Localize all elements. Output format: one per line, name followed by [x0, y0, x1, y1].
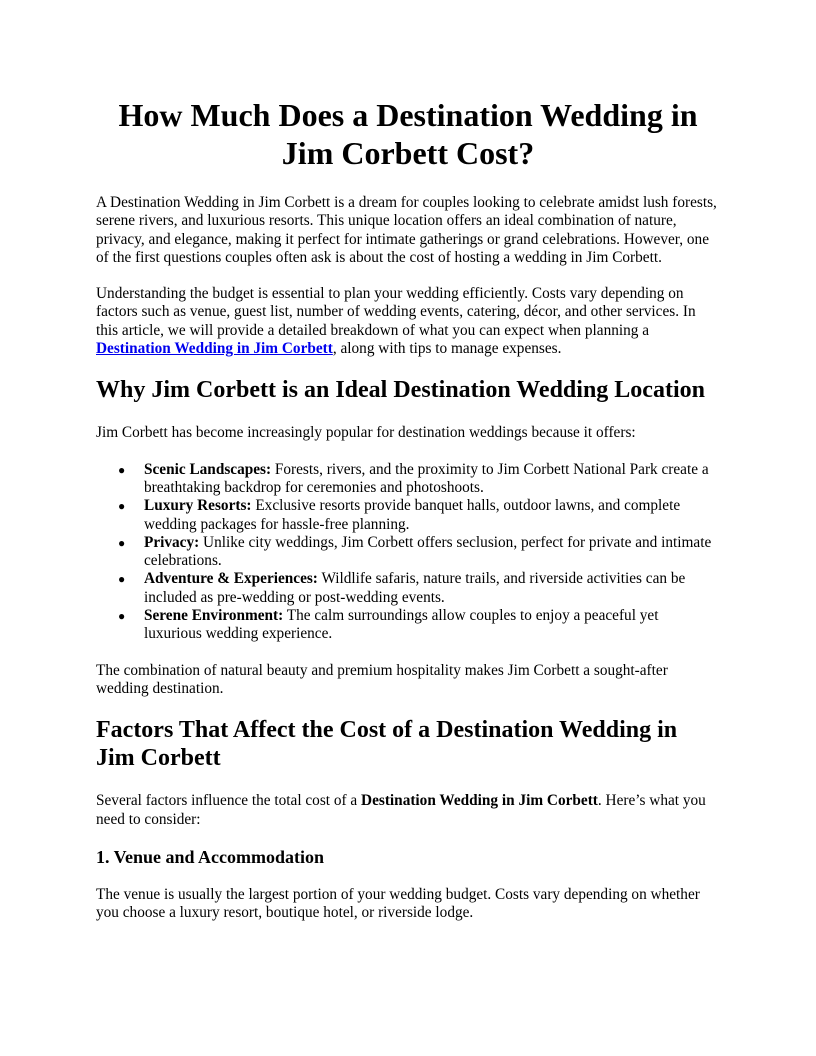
- list-item-text: Forests, rivers, and the proximity to Jim Corbett National Park create a breathtaking backdrop for ceremonies and photoshoots.: [144, 460, 709, 496]
- section-heading-why: Why Jim Corbett is an Ideal Destination Wedding Location: [96, 377, 705, 404]
- budget-text-after: , along with tips to manage expenses.: [332, 340, 562, 358]
- factors-lead-bold: Destination Wedding in Jim Corbett: [361, 792, 598, 810]
- list-item-text: Unlike city weddings, Jim Corbett offers seclusion, perfect for private and intimate celebrations.: [144, 533, 712, 570]
- bullet-icon: ●: [118, 572, 126, 587]
- list-item-label: Scenic Landscapes:: [144, 460, 272, 478]
- list-item-label: Privacy:: [144, 533, 200, 551]
- page-title: How Much Does a Destination Wedding in Jim Corbett Cost?: [118, 97, 698, 171]
- venue-paragraph: The venue is usually the largest portion of your wedding budget. Costs vary depending on whether you choose a luxury resort, boutique hotel, or riverside lodge.: [96, 885, 700, 922]
- bullet-icon: ●: [118, 535, 126, 550]
- benefits-list: [96, 461, 720, 644]
- list-item-label: Serene Environment:: [144, 607, 284, 625]
- list-item: [118, 570, 720, 607]
- factors-lead-before: Several factors influence the total cost of a: [96, 792, 362, 810]
- intro-paragraph: A Destination Wedding in Jim Corbett is a dream for couples looking to celebrate amidst lush forests, serene rivers, and luxurious resorts. This unique location offers an ideal combination of nature, privacy, and elegance, making it perfect for intimate gatherings or grand celebrations. However, one of the first questions couples often ask is about the cost of hosting a wedding in Jim Corbett.: [96, 194, 717, 266]
- list-item-text: Exclusive resorts provide banquet halls, outdoor lawns, and complete wedding packages for hassle-free planning.: [144, 497, 681, 533]
- section-heading-factors: Factors That Affect the Cost of a Destination Wedding in Jim Corbett: [96, 717, 678, 772]
- list-item-text: Wildlife safaris, nature trails, and riverside activities can be included as pre-wedding or post-wedding events.: [144, 570, 686, 606]
- section-factors-lead: [96, 792, 720, 829]
- budget-text-before: Understanding the budget is essential to plan your wedding efficiently. Costs vary depending on factors such as venue, guest list, number of wedding events, catering, décor, and other services. In this article, we will provide a detailed breakdown of what you can expect when planning a: [96, 285, 696, 339]
- list-item-text: The calm surroundings allow couples to enjoy a peaceful yet luxurious wedding experience.: [144, 607, 659, 643]
- bullet-icon: ●: [118, 499, 126, 514]
- budget-paragraph: [96, 285, 720, 358]
- bullet-icon: ●: [118, 609, 126, 624]
- list-item-label: Luxury Resorts:: [144, 497, 252, 515]
- list-item: [118, 497, 720, 534]
- factors-lead-after: . Here’s what you need to consider:: [96, 792, 706, 828]
- destination-wedding-link[interactable]: Destination Wedding in Jim Corbett: [96, 340, 333, 358]
- bullet-icon: ●: [118, 462, 126, 477]
- section-why-lead: Jim Corbett has become increasingly popular for destination weddings because it offers:: [96, 424, 636, 442]
- list-item: [118, 607, 720, 644]
- section-why-closing: The combination of natural beauty and premium hospitality makes Jim Corbett a sought-after wedding destination.: [96, 661, 668, 697]
- subheading-venue: 1. Venue and Accommodation: [96, 846, 325, 867]
- list-item: [118, 533, 720, 571]
- list-item-label: Adventure & Experiences:: [144, 570, 318, 588]
- list-item: [118, 460, 720, 498]
- document-page: [96, 96, 720, 940]
